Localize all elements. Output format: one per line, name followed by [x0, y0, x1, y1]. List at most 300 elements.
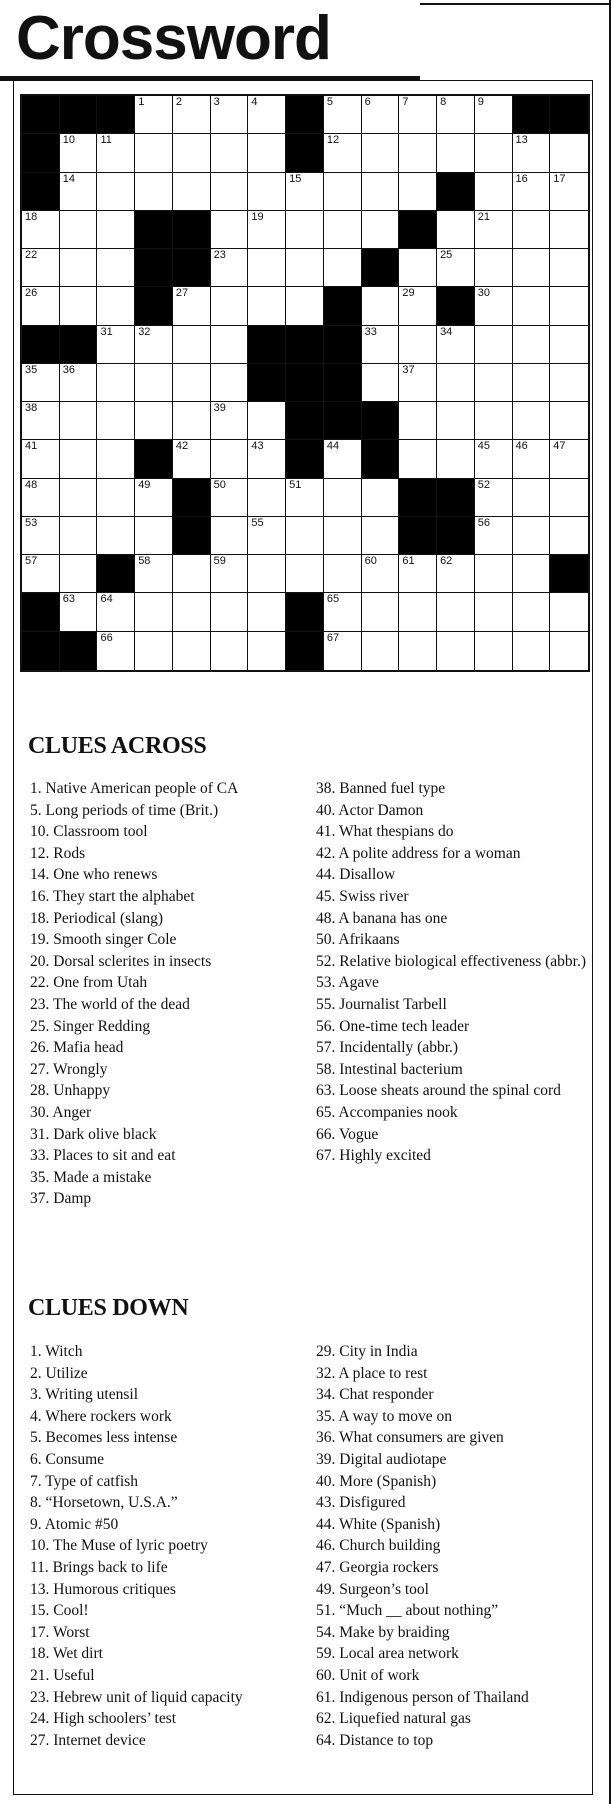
clue-number: 7 — [402, 96, 409, 108]
grid-cell[interactable] — [97, 134, 135, 172]
grid-cell[interactable] — [399, 440, 437, 478]
grid-cell[interactable] — [324, 555, 362, 593]
clue-number: 30 — [477, 287, 491, 300]
grid-cell[interactable] — [513, 326, 551, 364]
grid-cell[interactable] — [324, 593, 362, 631]
clue-number: 22 — [25, 249, 38, 262]
grid-cell[interactable] — [97, 249, 135, 287]
grid-cell[interactable] — [362, 479, 400, 517]
grid-cell[interactable] — [60, 593, 98, 631]
clue-item: 47. Georgia rockers — [316, 1558, 439, 1576]
grid-block — [437, 173, 475, 211]
grid-block — [324, 402, 362, 440]
clue-item: 5. Long periods of time (Brit.) — [30, 801, 219, 819]
grid-cell[interactable] — [211, 211, 249, 249]
grid-block — [286, 326, 324, 364]
clue-item: 49. Surgeon’s tool — [316, 1580, 429, 1598]
grid-cell[interactable] — [513, 632, 551, 670]
grid-cell[interactable] — [550, 632, 588, 670]
grid-cell[interactable] — [324, 479, 362, 517]
grid-cell[interactable] — [135, 555, 173, 593]
grid-cell[interactable] — [60, 134, 98, 172]
grid-cell[interactable] — [399, 173, 437, 211]
grid-cell[interactable] — [475, 96, 513, 134]
grid-cell[interactable] — [286, 249, 324, 287]
grid-cell[interactable] — [173, 173, 211, 211]
grid-cell[interactable] — [475, 555, 513, 593]
clue-item: 8. “Horsetown, U.S.A.” — [30, 1494, 178, 1512]
grid-cell[interactable] — [513, 402, 551, 440]
grid-cell[interactable] — [399, 593, 437, 631]
grid-block — [362, 402, 400, 440]
grid-cell[interactable] — [211, 134, 249, 172]
grid-cell[interactable] — [286, 287, 324, 325]
grid-cell[interactable] — [362, 517, 400, 555]
clue-number: 31 — [100, 325, 113, 338]
clue-item: 17. Worst — [30, 1623, 90, 1641]
grid-cell[interactable] — [437, 364, 475, 402]
clue-number: 51 — [289, 478, 302, 491]
grid-block — [60, 326, 98, 364]
grid-cell[interactable] — [324, 173, 362, 211]
grid-cell[interactable] — [437, 402, 475, 440]
grid-cell[interactable] — [60, 364, 98, 402]
grid-cell[interactable] — [211, 632, 249, 670]
grid-cell[interactable] — [324, 517, 362, 555]
grid-cell[interactable] — [97, 364, 135, 402]
clue-number: 17 — [553, 172, 566, 185]
clue-item: 67. Highly excited — [316, 1147, 431, 1165]
grid-cell[interactable] — [362, 134, 400, 172]
clue-number: 39 — [213, 402, 226, 415]
grid-cell[interactable] — [286, 555, 324, 593]
clue-item: 5. Becomes less intense — [30, 1429, 178, 1447]
clue-item: 18. Wet dirt — [30, 1645, 103, 1663]
clue-item: 27. Internet device — [30, 1731, 146, 1749]
grid-block — [286, 364, 324, 402]
clue-item: 28. Unhappy — [30, 1082, 111, 1100]
grid-cell[interactable] — [513, 517, 551, 555]
grid-cell[interactable] — [97, 632, 135, 670]
grid-cell[interactable] — [475, 479, 513, 517]
grid-cell[interactable] — [173, 555, 211, 593]
grid-cell[interactable] — [173, 632, 211, 670]
grid-block — [362, 440, 400, 478]
clue-item: 52. Relative biological effectiveness (abbr.) — [316, 952, 587, 970]
clues-down-column-2 — [316, 1341, 586, 1751]
grid-cell[interactable] — [248, 211, 286, 249]
clue-number: 62 — [440, 555, 453, 568]
grid-cell[interactable] — [399, 326, 437, 364]
clue-item: 59. Local area network — [316, 1645, 459, 1663]
grid-block — [173, 517, 211, 555]
clue-item: 41. What thespians do — [316, 823, 454, 841]
grid-cell[interactable] — [22, 402, 60, 440]
clue-number: 23 — [213, 249, 226, 262]
clue-item: 6. Consume — [30, 1450, 105, 1468]
grid-cell[interactable] — [60, 402, 98, 440]
grid-block — [324, 326, 362, 364]
grid-cell[interactable] — [97, 173, 135, 211]
grid-cell[interactable] — [475, 593, 513, 631]
grid-cell[interactable] — [211, 96, 249, 134]
clue-number: 33 — [364, 325, 377, 338]
clue-item: 22. One from Utah — [30, 974, 148, 992]
grid-cell[interactable] — [135, 479, 173, 517]
grid-cell[interactable] — [513, 555, 551, 593]
grid-cell[interactable] — [248, 402, 286, 440]
grid-cell[interactable] — [513, 440, 551, 478]
grid-cell[interactable] — [550, 440, 588, 478]
grid-cell[interactable] — [135, 364, 173, 402]
clue-number: 60 — [364, 555, 377, 568]
grid-cell[interactable] — [248, 287, 286, 325]
grid-cell[interactable] — [550, 517, 588, 555]
grid-block — [286, 593, 324, 631]
clue-number: 48 — [25, 478, 38, 491]
grid-block — [135, 211, 173, 249]
grid-cell[interactable] — [173, 287, 211, 325]
grid-cell[interactable] — [324, 96, 362, 134]
grid-block — [22, 96, 60, 134]
top-rule — [420, 3, 611, 5]
grid-cell[interactable] — [437, 326, 475, 364]
grid-cell[interactable] — [513, 479, 551, 517]
grid-cell[interactable] — [437, 211, 475, 249]
grid-cell[interactable] — [248, 440, 286, 478]
grid-cell[interactable] — [173, 326, 211, 364]
grid-block — [248, 364, 286, 402]
grid-cell[interactable] — [286, 517, 324, 555]
clue-item: 10. Classroom tool — [30, 823, 148, 841]
grid-cell[interactable] — [437, 555, 475, 593]
grid-cell[interactable] — [399, 364, 437, 402]
grid-cell[interactable] — [475, 364, 513, 402]
clue-number: 58 — [138, 555, 151, 568]
grid-cell[interactable] — [135, 402, 173, 440]
clue-item: 42. A polite address for a woman — [316, 844, 521, 862]
grid-cell[interactable] — [97, 402, 135, 440]
clue-number: 4 — [251, 96, 258, 108]
grid-cell[interactable] — [173, 593, 211, 631]
grid-cell[interactable] — [550, 402, 588, 440]
grid-cell[interactable] — [135, 96, 173, 134]
grid-block — [286, 402, 324, 440]
clue-number: 25 — [440, 249, 453, 262]
grid-cell[interactable] — [248, 555, 286, 593]
grid-cell[interactable] — [324, 134, 362, 172]
grid-cell[interactable] — [60, 173, 98, 211]
grid-cell[interactable] — [550, 134, 588, 172]
grid-cell[interactable] — [399, 96, 437, 134]
clue-item: 12. Rods — [30, 844, 86, 862]
grid-cell[interactable] — [550, 479, 588, 517]
grid-cell[interactable] — [248, 632, 286, 670]
clue-number: 46 — [515, 440, 528, 453]
grid-cell[interactable] — [324, 211, 362, 249]
grid-cell[interactable] — [97, 287, 135, 325]
clue-item: 63. Loose sheats around the spinal cord — [316, 1082, 561, 1100]
clue-item: 39. Digital audiotape — [316, 1450, 447, 1468]
clue-number: 21 — [477, 210, 491, 223]
grid-cell[interactable] — [399, 287, 437, 325]
grid-cell[interactable] — [362, 211, 400, 249]
grid-cell[interactable] — [437, 440, 475, 478]
clue-item: 60. Unit of work — [316, 1666, 420, 1684]
grid-cell[interactable] — [211, 402, 249, 440]
grid-cell[interactable] — [475, 517, 513, 555]
clue-item: 15. Cool! — [30, 1602, 89, 1620]
clue-number: 44 — [326, 440, 340, 453]
clue-number: 65 — [326, 593, 340, 606]
clue-number: 11 — [100, 134, 112, 147]
clue-item: 20. Dorsal sclerites in insects — [30, 952, 212, 970]
grid-cell[interactable] — [60, 479, 98, 517]
grid-cell[interactable] — [248, 134, 286, 172]
grid-cell[interactable] — [362, 555, 400, 593]
grid-block — [173, 479, 211, 517]
grid-block — [60, 632, 98, 670]
clue-item: 54. Make by braiding — [316, 1623, 450, 1641]
grid-cell[interactable] — [248, 173, 286, 211]
grid-block — [97, 96, 135, 134]
clue-item: 37. Damp — [30, 1190, 92, 1208]
grid-cell[interactable] — [437, 249, 475, 287]
grid-cell[interactable] — [248, 479, 286, 517]
clue-number: 13 — [515, 134, 528, 147]
clue-number: 35 — [25, 363, 38, 376]
grid-cell[interactable] — [211, 479, 249, 517]
grid-cell[interactable] — [286, 173, 324, 211]
grid-cell[interactable] — [22, 211, 60, 249]
page-title: Crossword — [16, 4, 331, 73]
clue-item: 10. The Muse of lyric poetry — [30, 1537, 208, 1555]
grid-block — [550, 555, 588, 593]
grid-cell[interactable] — [97, 479, 135, 517]
grid-block — [399, 211, 437, 249]
clue-item: 32. A place to rest — [316, 1364, 428, 1382]
grid-cell[interactable] — [211, 517, 249, 555]
grid-cell[interactable] — [475, 440, 513, 478]
grid-cell[interactable] — [211, 555, 249, 593]
grid-cell[interactable] — [513, 173, 551, 211]
grid-cell[interactable] — [60, 555, 98, 593]
clue-number: 47 — [553, 440, 566, 453]
clue-item: 46. Church building — [316, 1537, 441, 1555]
grid-block — [173, 211, 211, 249]
grid-cell[interactable] — [248, 517, 286, 555]
grid-cell[interactable] — [135, 173, 173, 211]
grid-cell[interactable] — [211, 249, 249, 287]
grid-cell[interactable] — [211, 364, 249, 402]
grid-cell[interactable] — [211, 287, 249, 325]
grid-block — [173, 249, 211, 287]
grid-cell[interactable] — [437, 134, 475, 172]
grid-cell[interactable] — [135, 517, 173, 555]
clue-item: 31. Dark olive black — [30, 1125, 157, 1143]
clue-item: 1. Witch — [30, 1343, 83, 1360]
clue-number: 37 — [402, 363, 415, 376]
grid-cell[interactable] — [513, 249, 551, 287]
clue-number: 5 — [326, 96, 333, 108]
grid-cell[interactable] — [475, 287, 513, 325]
grid-block — [362, 249, 400, 287]
grid-cell[interactable] — [475, 632, 513, 670]
grid-cell[interactable] — [513, 134, 551, 172]
clue-item: 58. Intestinal bacterium — [316, 1060, 463, 1078]
grid-cell[interactable] — [135, 134, 173, 172]
grid-cell[interactable] — [60, 517, 98, 555]
grid-cell[interactable] — [362, 287, 400, 325]
grid-block — [135, 287, 173, 325]
grid-block — [22, 326, 60, 364]
grid-cell[interactable] — [550, 326, 588, 364]
grid-cell[interactable] — [324, 632, 362, 670]
grid-cell[interactable] — [22, 517, 60, 555]
clue-item: 16. They start the alphabet — [30, 887, 195, 905]
clues-across-column-1 — [30, 778, 300, 1210]
clue-item: 36. What consumers are given — [316, 1429, 504, 1447]
clue-item: 26. Mafia head — [30, 1039, 124, 1057]
grid-cell[interactable] — [550, 287, 588, 325]
grid-cell[interactable] — [399, 249, 437, 287]
grid-cell[interactable] — [248, 593, 286, 631]
clue-number: 67 — [326, 631, 340, 644]
grid-cell[interactable] — [22, 555, 60, 593]
clue-number: 14 — [62, 172, 75, 185]
clue-item: 25. Singer Redding — [30, 1017, 151, 1035]
grid-cell[interactable] — [362, 326, 400, 364]
clue-number: 8 — [440, 96, 447, 108]
clue-item: 38. Banned fuel type — [316, 780, 446, 797]
grid-cell[interactable] — [97, 211, 135, 249]
grid-cell[interactable] — [22, 440, 60, 478]
grid-cell[interactable] — [475, 326, 513, 364]
grid-cell[interactable] — [362, 364, 400, 402]
clue-item: 24. High schoolers’ test — [30, 1710, 177, 1728]
grid-cell[interactable] — [324, 440, 362, 478]
grid-cell[interactable] — [513, 211, 551, 249]
grid-cell[interactable] — [135, 326, 173, 364]
grid-cell[interactable] — [324, 249, 362, 287]
grid-cell[interactable] — [97, 517, 135, 555]
clue-number: 38 — [25, 402, 38, 415]
grid-cell[interactable] — [60, 440, 98, 478]
clue-item: 51. “Much __ about nothing” — [316, 1602, 499, 1620]
grid-cell[interactable] — [22, 249, 60, 287]
grid-cell[interactable] — [173, 440, 211, 478]
clue-number: 45 — [477, 440, 491, 453]
grid-cell[interactable] — [248, 96, 286, 134]
clues-down-column-1 — [30, 1341, 300, 1751]
grid-cell[interactable] — [211, 593, 249, 631]
clue-item: 14. One who renews — [30, 866, 158, 884]
grid-cell[interactable] — [475, 249, 513, 287]
grid-block — [324, 287, 362, 325]
grid-cell[interactable] — [22, 364, 60, 402]
clue-item: 30. Anger — [30, 1103, 92, 1121]
clue-number: 34 — [440, 325, 453, 338]
grid-cell[interactable] — [399, 632, 437, 670]
grid-block — [437, 287, 475, 325]
grid-cell[interactable] — [135, 632, 173, 670]
clue-item: 66. Vogue — [316, 1125, 379, 1143]
grid-cell[interactable] — [475, 134, 513, 172]
grid-cell[interactable] — [97, 326, 135, 364]
grid-cell[interactable] — [513, 593, 551, 631]
clue-item: 61. Indigenous person of Thailand — [316, 1688, 529, 1706]
grid-cell[interactable] — [550, 364, 588, 402]
grid-cell[interactable] — [248, 249, 286, 287]
grid-cell[interactable] — [286, 211, 324, 249]
grid-cell[interactable] — [362, 632, 400, 670]
clue-item: 65. Accompanies nook — [316, 1103, 458, 1121]
grid-cell[interactable] — [173, 402, 211, 440]
grid-block — [22, 173, 60, 211]
grid-cell[interactable] — [437, 632, 475, 670]
grid-block — [437, 517, 475, 555]
grid-cell[interactable] — [211, 173, 249, 211]
grid-cell[interactable] — [475, 402, 513, 440]
grid-cell[interactable] — [437, 593, 475, 631]
grid-cell[interactable] — [173, 96, 211, 134]
grid-cell[interactable] — [60, 249, 98, 287]
clue-number: 53 — [25, 516, 38, 529]
clue-item: 7. Type of catfish — [30, 1472, 138, 1490]
grid-cell[interactable] — [399, 555, 437, 593]
grid-cell[interactable] — [362, 593, 400, 631]
clue-number: 42 — [175, 440, 189, 453]
clue-item: 4. Where rockers work — [30, 1407, 172, 1425]
grid-cell[interactable] — [362, 96, 400, 134]
grid-cell[interactable] — [22, 479, 60, 517]
grid-cell[interactable] — [60, 211, 98, 249]
grid-cell[interactable] — [550, 211, 588, 249]
grid-cell[interactable] — [211, 440, 249, 478]
clue-number: 32 — [138, 325, 151, 338]
clue-number: 56 — [477, 516, 491, 529]
grid-cell[interactable] — [173, 134, 211, 172]
grid-cell[interactable] — [97, 440, 135, 478]
grid-block — [135, 249, 173, 287]
clue-item: 23. Hebrew unit of liquid capacity — [30, 1688, 243, 1706]
grid-cell[interactable] — [211, 326, 249, 364]
grid-cell[interactable] — [60, 287, 98, 325]
grid-cell[interactable] — [513, 364, 551, 402]
grid-cell[interactable] — [286, 479, 324, 517]
grid-cell[interactable] — [22, 287, 60, 325]
grid-cell[interactable] — [399, 134, 437, 172]
grid-cell[interactable] — [97, 593, 135, 631]
grid-cell[interactable] — [550, 593, 588, 631]
clue-item: 33. Places to sit and eat — [30, 1147, 176, 1165]
clue-number: 66 — [100, 631, 113, 644]
clues-across-column-2 — [316, 778, 586, 1167]
grid-cell[interactable] — [173, 364, 211, 402]
grid-cell[interactable] — [513, 287, 551, 325]
grid-cell[interactable] — [550, 173, 588, 211]
grid-cell[interactable] — [399, 402, 437, 440]
grid-cell[interactable] — [437, 96, 475, 134]
clue-number: 6 — [364, 96, 371, 108]
grid-cell[interactable] — [135, 593, 173, 631]
grid-cell[interactable] — [550, 249, 588, 287]
grid-cell[interactable] — [362, 173, 400, 211]
grid-cell[interactable] — [475, 211, 513, 249]
clue-number: 63 — [62, 593, 75, 606]
grid-cell[interactable] — [475, 173, 513, 211]
clue-number: 26 — [25, 287, 38, 300]
